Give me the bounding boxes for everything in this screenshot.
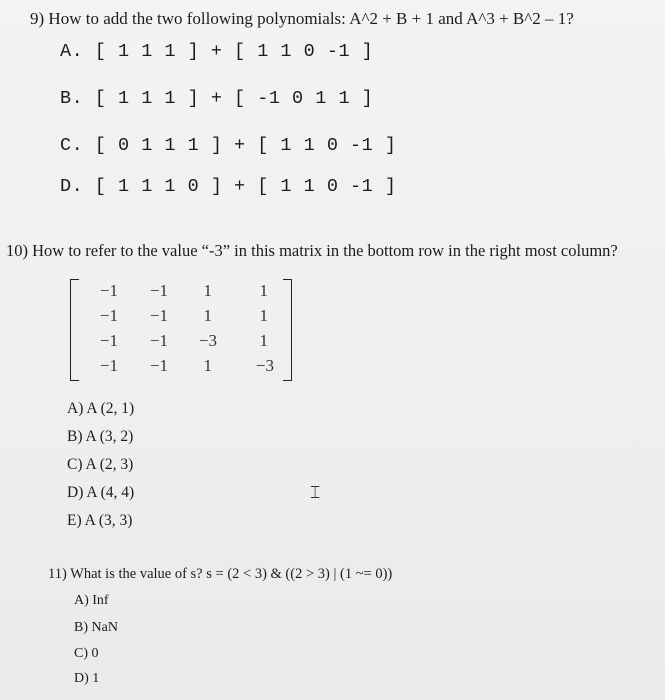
matrix-cell: 1 <box>259 281 268 300</box>
q11-option-d[interactable]: D) 1 <box>74 671 100 686</box>
q9-option-a[interactable]: A. [ 1 1 1 ] + [ 1 1 0 -1 ] <box>60 41 374 62</box>
question-11: 11) What is the value of s? s = (2 < 3) & ((2 > 3) | (1 ~= 0)) <box>48 566 393 582</box>
matrix-cell: 1 <box>259 306 268 325</box>
matrix-right-bracket <box>283 279 292 381</box>
matrix-cell: 1 <box>203 306 212 325</box>
matrix-cell: −1 <box>99 356 118 375</box>
q11-option-a[interactable]: A) Inf <box>74 593 109 608</box>
matrix-cell: 1 <box>259 331 268 350</box>
q9-option-c[interactable]: C. [ 0 1 1 1 ] + [ 1 1 0 -1 ] <box>60 135 397 156</box>
q10-option-b[interactable]: B) A (3, 2) <box>67 428 134 445</box>
matrix-cell: −3 <box>255 356 274 375</box>
q10-option-e[interactable]: E) A (3, 3) <box>67 512 133 529</box>
q10-option-a[interactable]: A) A (2, 1) <box>67 400 135 417</box>
question-10: 10) How to refer to the value “-3” in this matrix in the bottom row in the right most column? <box>6 241 618 260</box>
matrix-cell: −1 <box>149 356 168 375</box>
q9-option-d[interactable]: D. [ 1 1 1 0 ] + [ 1 1 0 -1 ] <box>60 176 397 197</box>
matrix-left-bracket <box>70 279 79 381</box>
q11-option-c[interactable]: C) 0 <box>74 646 99 661</box>
matrix-cell: −1 <box>99 306 118 325</box>
matrix-cell: −3 <box>198 331 217 350</box>
text-cursor-icon: ⌶ <box>310 483 321 502</box>
question-9: 9) How to add the two following polynomials: A^2 + B + 1 and A^3 + B^2 – 1? <box>30 9 574 28</box>
matrix-cell: −1 <box>149 331 168 350</box>
matrix-cell: −1 <box>99 281 118 300</box>
q10-option-d[interactable]: D) A (4, 4) <box>67 484 135 501</box>
q9-option-b[interactable]: B. [ 1 1 1 ] + [ -1 0 1 1 ] <box>60 88 374 109</box>
matrix-cell: 1 <box>203 281 212 300</box>
matrix-cell: −1 <box>99 331 118 350</box>
matrix <box>70 279 292 383</box>
q11-option-b[interactable]: B) NaN <box>74 620 118 635</box>
matrix-cell: −1 <box>149 281 168 300</box>
matrix-cell: −1 <box>149 306 168 325</box>
matrix-cell: 1 <box>203 356 212 375</box>
q10-option-c[interactable]: C) A (2, 3) <box>67 456 134 473</box>
